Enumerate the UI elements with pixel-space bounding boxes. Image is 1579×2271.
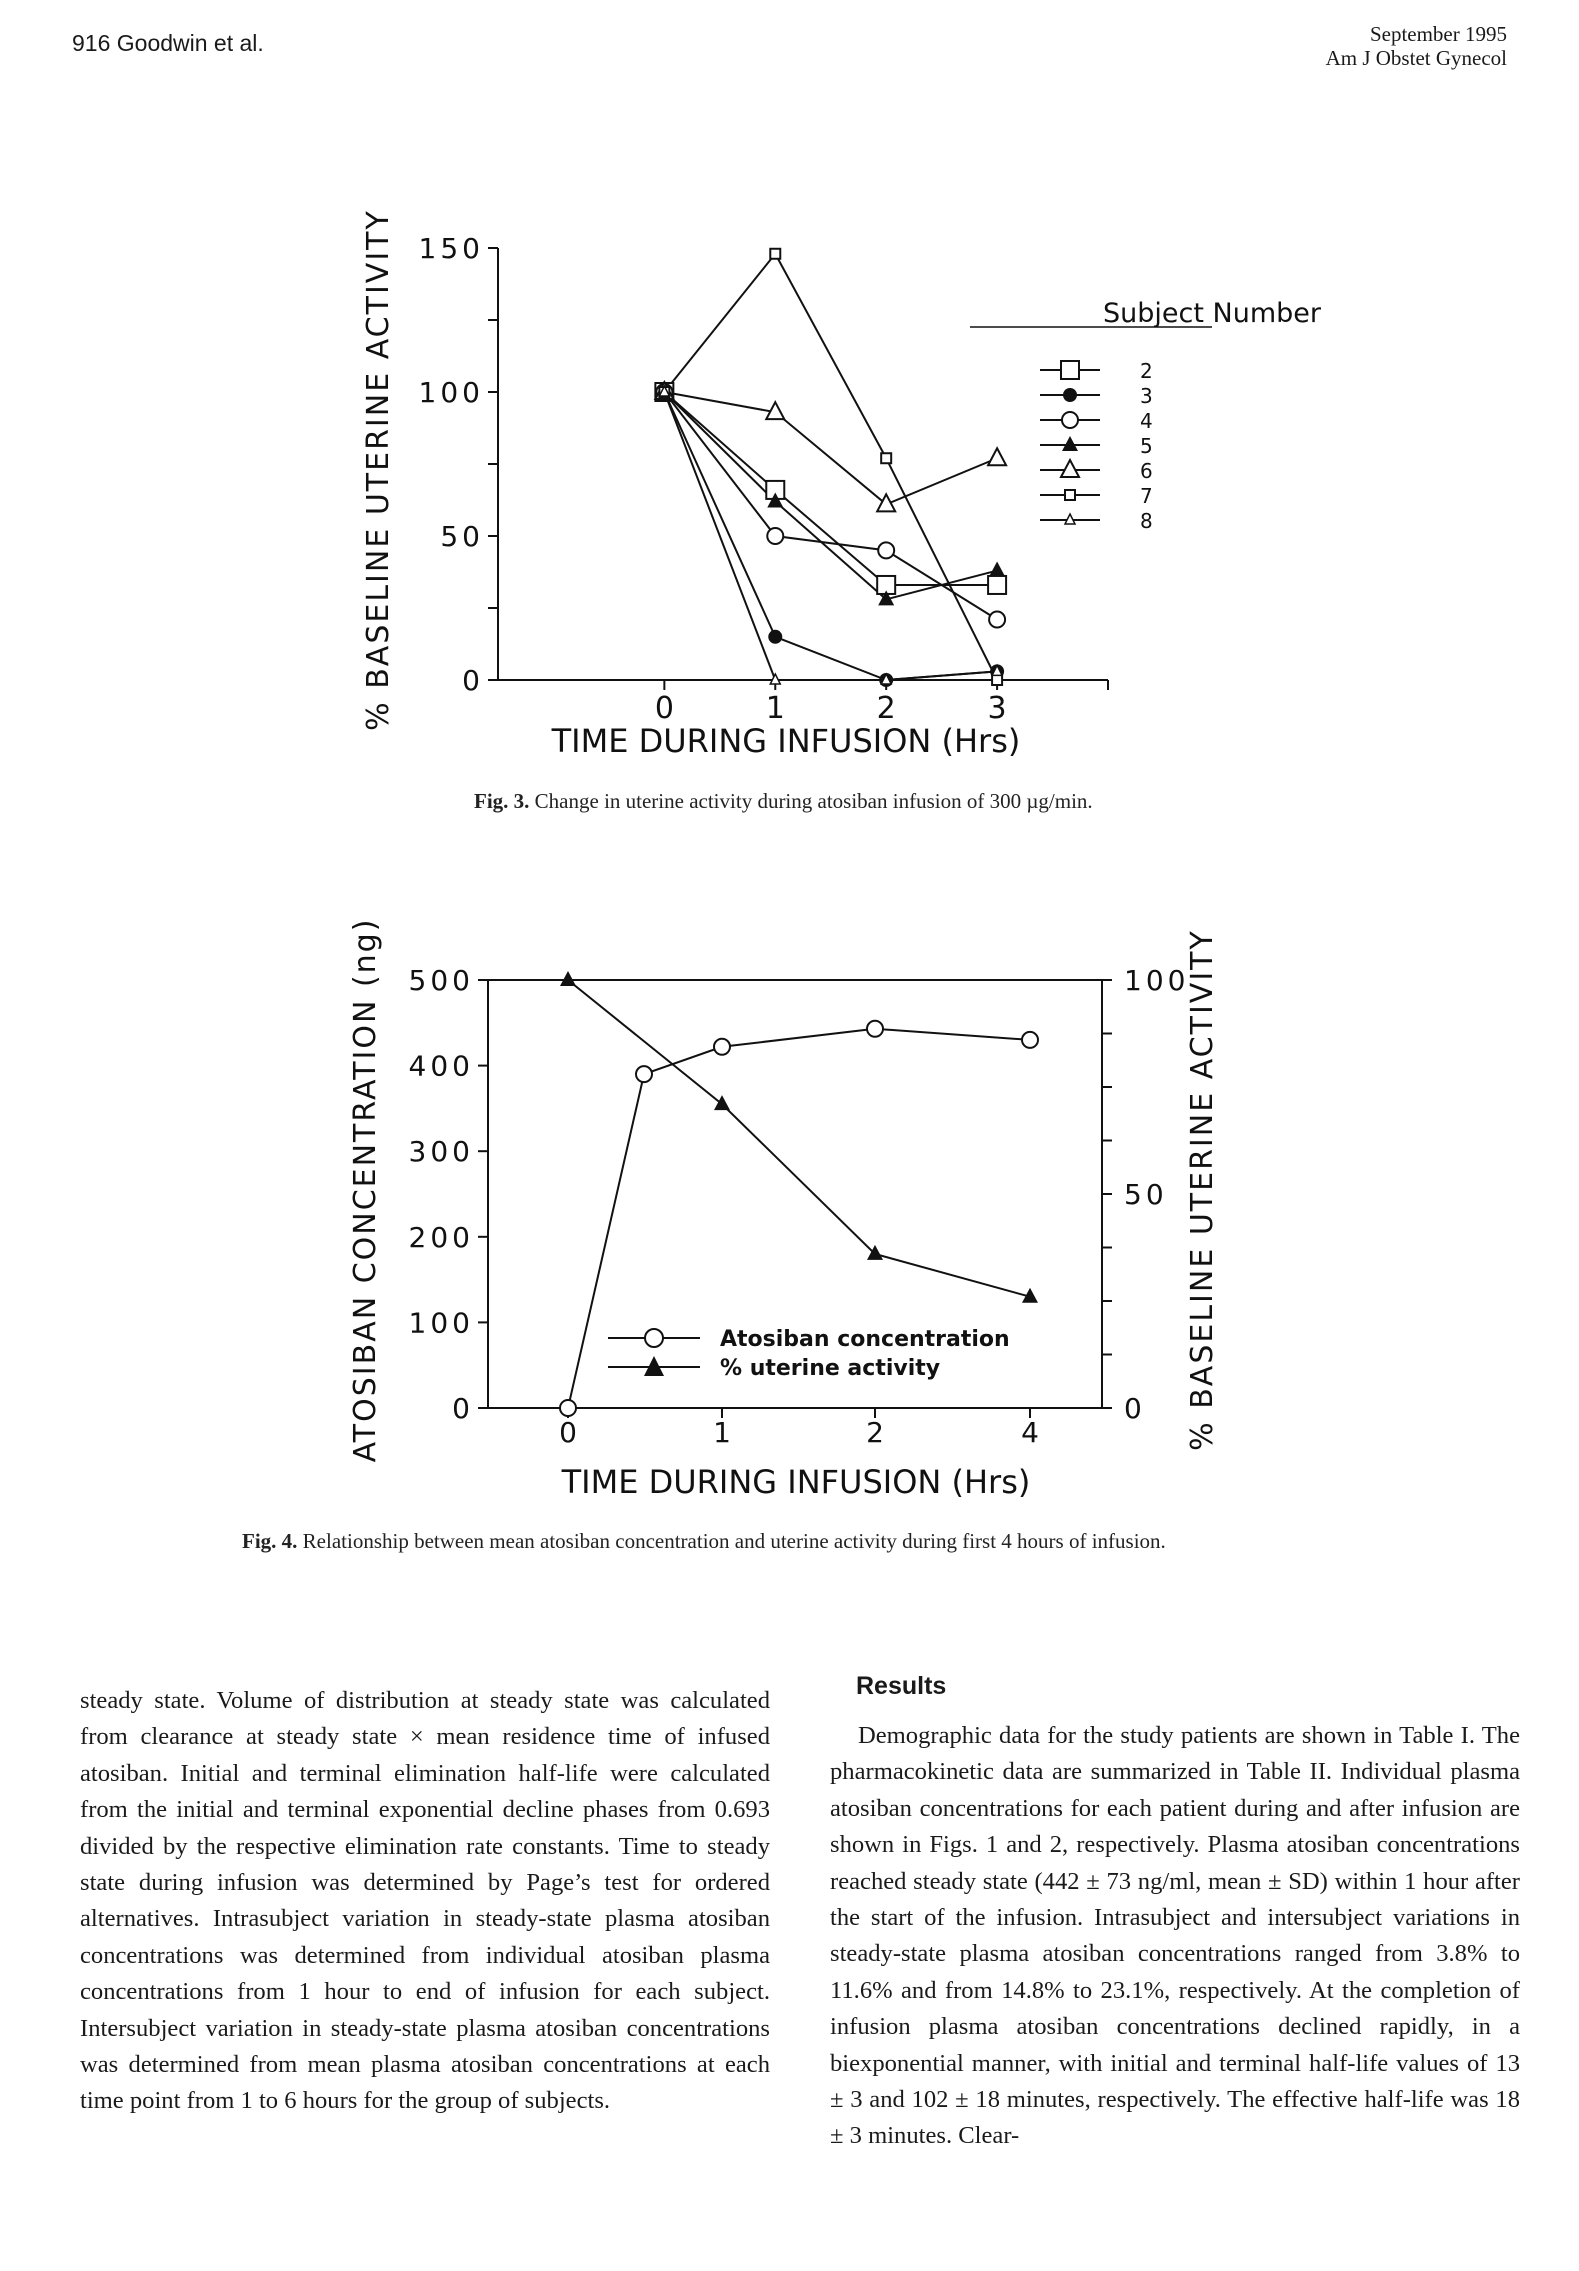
fig3-y-tick-label: 100 [418,376,484,409]
fig4-concentration-point [867,1021,883,1037]
fig3-caption-label: Fig. 3. [474,789,530,813]
results-heading: Results [856,1672,947,1700]
fig4-right-y-axis-label: % BASELINE UTERINE ACTIVITY [1185,929,1220,1451]
fig4-concentration-point [636,1066,652,1082]
fig4-left-y-tick-label: 0 [452,1392,474,1425]
fig4-x-axis-label: TIME DURING INFUSION (Hrs) [561,1463,1031,1501]
fig3-x-tick-label: 3 [987,691,1007,726]
fig4-activity-point [560,971,576,986]
fig4-left-y-tick-label: 300 [408,1135,474,1169]
fig4-legend-label-concentration: Atosiban concentration [720,1327,1010,1352]
fig3-x-axis-label: TIME DURING INFUSION (Hrs) [551,722,1021,760]
body-right-column: Demographic data for the study patients are shown in Table I. The pharmacokinetic data are summarized in Table II. Individual plasma atosiban concentrations for each patient during and after infusion are shown in Figs. 1 and 2, respectively. Plasma atosiban concentrations reached steady state (442 ± 73 ng/ml, mean ± SD) within 1 hour after the start of the infusion. Intrasubject and intersubject variations in steady-state plasma atosiban concentrations ranged from 3.8% to 11.6% and from 14.8% to 23.1%, respectively. At the completion of infusion plasma atosiban concentrations declined rapidly, in a biexponential manner, with initial and terminal half-life values of 13 ± 3 and 102 ± 18 minutes, respectively. The effective half-life was 18 ± 3 minutes. Clear- [830,1722,1520,2150]
fig4-left-y-tick-label: 500 [408,964,474,997]
fig4-right-y-tick-label: 0 [1124,1392,1146,1425]
fig4-x-tick-label: 0 [559,1416,577,1449]
fig4-right-y-tick-label: 100 [1124,964,1190,997]
fig4-activity-line [568,980,1030,1297]
fig4-caption [242,1528,1362,1554]
fig4-x-tick-label: 1 [713,1416,731,1449]
fig3-x-tick-label: 0 [654,691,674,726]
fig4-legend-marker-concentration [645,1329,663,1347]
fig3-x-tick-label: 2 [876,691,896,726]
fig3-legend-label: 6 [1140,459,1153,483]
fig4-activity-point [714,1095,730,1110]
fig3-x-tick-label: 1 [765,691,785,726]
fig4-legend [608,1327,1010,1381]
fig4-x-tick-label: 2 [866,1416,884,1449]
running-header-left: 916 Goodwin et al. [72,30,264,56]
fig4-concentration-point [560,1400,576,1416]
fig3-y-tick-label: 0 [462,664,484,697]
fig4-caption-text: Relationship between mean atosiban concentration and uterine activity during first 4 hours of infusion. [302,1529,1166,1553]
fig3-y-axis-label: % BASELINE UTERINE ACTIVITY [361,209,396,731]
fig4-left-y-tick-label: 400 [408,1049,474,1083]
fig3-caption-text: Change in uterine activity during atosiban infusion of 300 µg/min. [534,789,1093,813]
fig4-left-y-axis-label: ATOSIBAN CONCENTRATION (ng) [348,917,383,1463]
fig3-legend-label: 5 [1140,434,1153,458]
fig3-legend-title: Subject Number [1103,298,1321,329]
fig3-legend-label: 4 [1140,409,1153,433]
header-date: September 1995 [1369,22,1507,46]
fig4-left-y-tick-label: 200 [408,1220,474,1254]
fig3-y-tick-label: 50 [440,520,484,553]
fig4-left-y-tick-label: 100 [408,1306,474,1340]
fig3-legend-label: 3 [1140,384,1153,408]
fig4-caption-label: Fig. 4. [242,1529,298,1553]
fig3-legend-label: 7 [1140,484,1153,508]
fig4-x-tick-label: 4 [1021,1416,1039,1449]
fig4-concentration-point [1022,1032,1038,1048]
fig4-right-y-tick-label: 50 [1124,1178,1168,1211]
header-journal: Am J Obstet Gynecol [1325,46,1507,70]
fig3-legend-label: 2 [1140,359,1153,383]
fig3-y-tick-label: 150 [418,232,484,265]
fig4-concentration-point [714,1039,730,1055]
body-left-column: steady state. Volume of distribution at steady state was calculated from clearance at steady state × mean residence time of infused atosiban. Initial and terminal elimination half-life were calculated from the initial and terminal exponential decline phases from 0.693 divided by the respective elimination rate constants. Time to steady state during infusion was determined by Page’s test for ordered alternatives. Intrasubject variation in steady-state plasma atosiban concentrations was determined from individual atosiban plasma concentrations from 1 hour to end of infusion for each subject. Intersubject variation in steady-state plasma atosiban concentrations was determined from mean plasma atosiban concentrations at each time point from 1 to 6 hours for the group of subjects. [80,1687,770,2115]
fig3-legend-label: 8 [1140,509,1153,533]
fig4-legend-label-activity: % uterine activity [720,1356,941,1381]
